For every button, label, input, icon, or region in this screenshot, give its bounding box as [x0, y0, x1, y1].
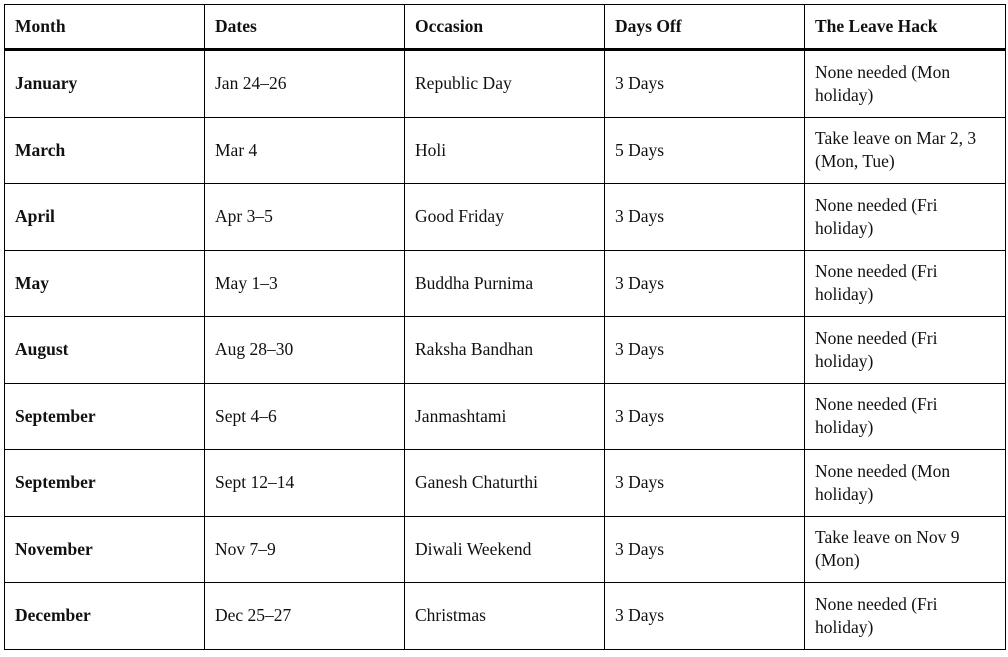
cell-days-off: 3 Days — [605, 50, 805, 118]
cell-month: May — [5, 250, 205, 317]
cell-leave-hack: None needed (Fri holiday) — [805, 184, 1006, 251]
cell-occasion: Holi — [405, 117, 605, 184]
header-occasion: Occasion — [405, 5, 605, 50]
cell-month: November — [5, 516, 205, 583]
cell-occasion: Republic Day — [405, 50, 605, 118]
cell-days-off: 3 Days — [605, 317, 805, 384]
header-month: Month — [5, 5, 205, 50]
cell-month: September — [5, 450, 205, 517]
cell-dates: Sept 4–6 — [205, 383, 405, 450]
table-row — [5, 117, 1006, 184]
cell-month: December — [5, 583, 205, 650]
header-row — [5, 5, 1006, 50]
table-row — [5, 383, 1006, 450]
cell-month: April — [5, 184, 205, 251]
cell-occasion: Buddha Purnima — [405, 250, 605, 317]
cell-occasion: Good Friday — [405, 184, 605, 251]
table-row — [5, 50, 1006, 118]
cell-dates: Aug 28–30 — [205, 317, 405, 384]
cell-days-off: 3 Days — [605, 383, 805, 450]
cell-occasion: Diwali Weekend — [405, 516, 605, 583]
cell-dates: Jan 24–26 — [205, 50, 405, 118]
cell-month: August — [5, 317, 205, 384]
cell-month: March — [5, 117, 205, 184]
cell-days-off: 3 Days — [605, 516, 805, 583]
table-row — [5, 184, 1006, 251]
cell-leave-hack: None needed (Fri holiday) — [805, 317, 1006, 384]
table-row — [5, 583, 1006, 650]
cell-days-off: 3 Days — [605, 450, 805, 517]
cell-days-off: 5 Days — [605, 117, 805, 184]
cell-dates: Apr 3–5 — [205, 184, 405, 251]
cell-leave-hack: None needed (Fri holiday) — [805, 250, 1006, 317]
cell-leave-hack: None needed (Mon holiday) — [805, 450, 1006, 517]
header-days-off: Days Off — [605, 5, 805, 50]
cell-days-off: 3 Days — [605, 583, 805, 650]
table-row — [5, 516, 1006, 583]
holiday-leave-table — [4, 4, 1006, 650]
cell-leave-hack: Take leave on Mar 2, 3 (Mon, Tue) — [805, 117, 1006, 184]
cell-month: September — [5, 383, 205, 450]
cell-month: January — [5, 50, 205, 118]
cell-days-off: 3 Days — [605, 250, 805, 317]
cell-occasion: Janmashtami — [405, 383, 605, 450]
cell-occasion: Christmas — [405, 583, 605, 650]
cell-leave-hack: None needed (Mon holiday) — [805, 50, 1006, 118]
header-leave-hack: The Leave Hack — [805, 5, 1006, 50]
cell-leave-hack: None needed (Fri holiday) — [805, 583, 1006, 650]
cell-leave-hack: Take leave on Nov 9 (Mon) — [805, 516, 1006, 583]
table-row — [5, 317, 1006, 384]
cell-days-off: 3 Days — [605, 184, 805, 251]
table-row — [5, 250, 1006, 317]
header-dates: Dates — [205, 5, 405, 50]
cell-dates: Mar 4 — [205, 117, 405, 184]
cell-dates: Sept 12–14 — [205, 450, 405, 517]
cell-leave-hack: None needed (Fri holiday) — [805, 383, 1006, 450]
table-row — [5, 450, 1006, 517]
cell-occasion: Ganesh Chaturthi — [405, 450, 605, 517]
cell-dates: May 1–3 — [205, 250, 405, 317]
cell-dates: Dec 25–27 — [205, 583, 405, 650]
cell-dates: Nov 7–9 — [205, 516, 405, 583]
cell-occasion: Raksha Bandhan — [405, 317, 605, 384]
